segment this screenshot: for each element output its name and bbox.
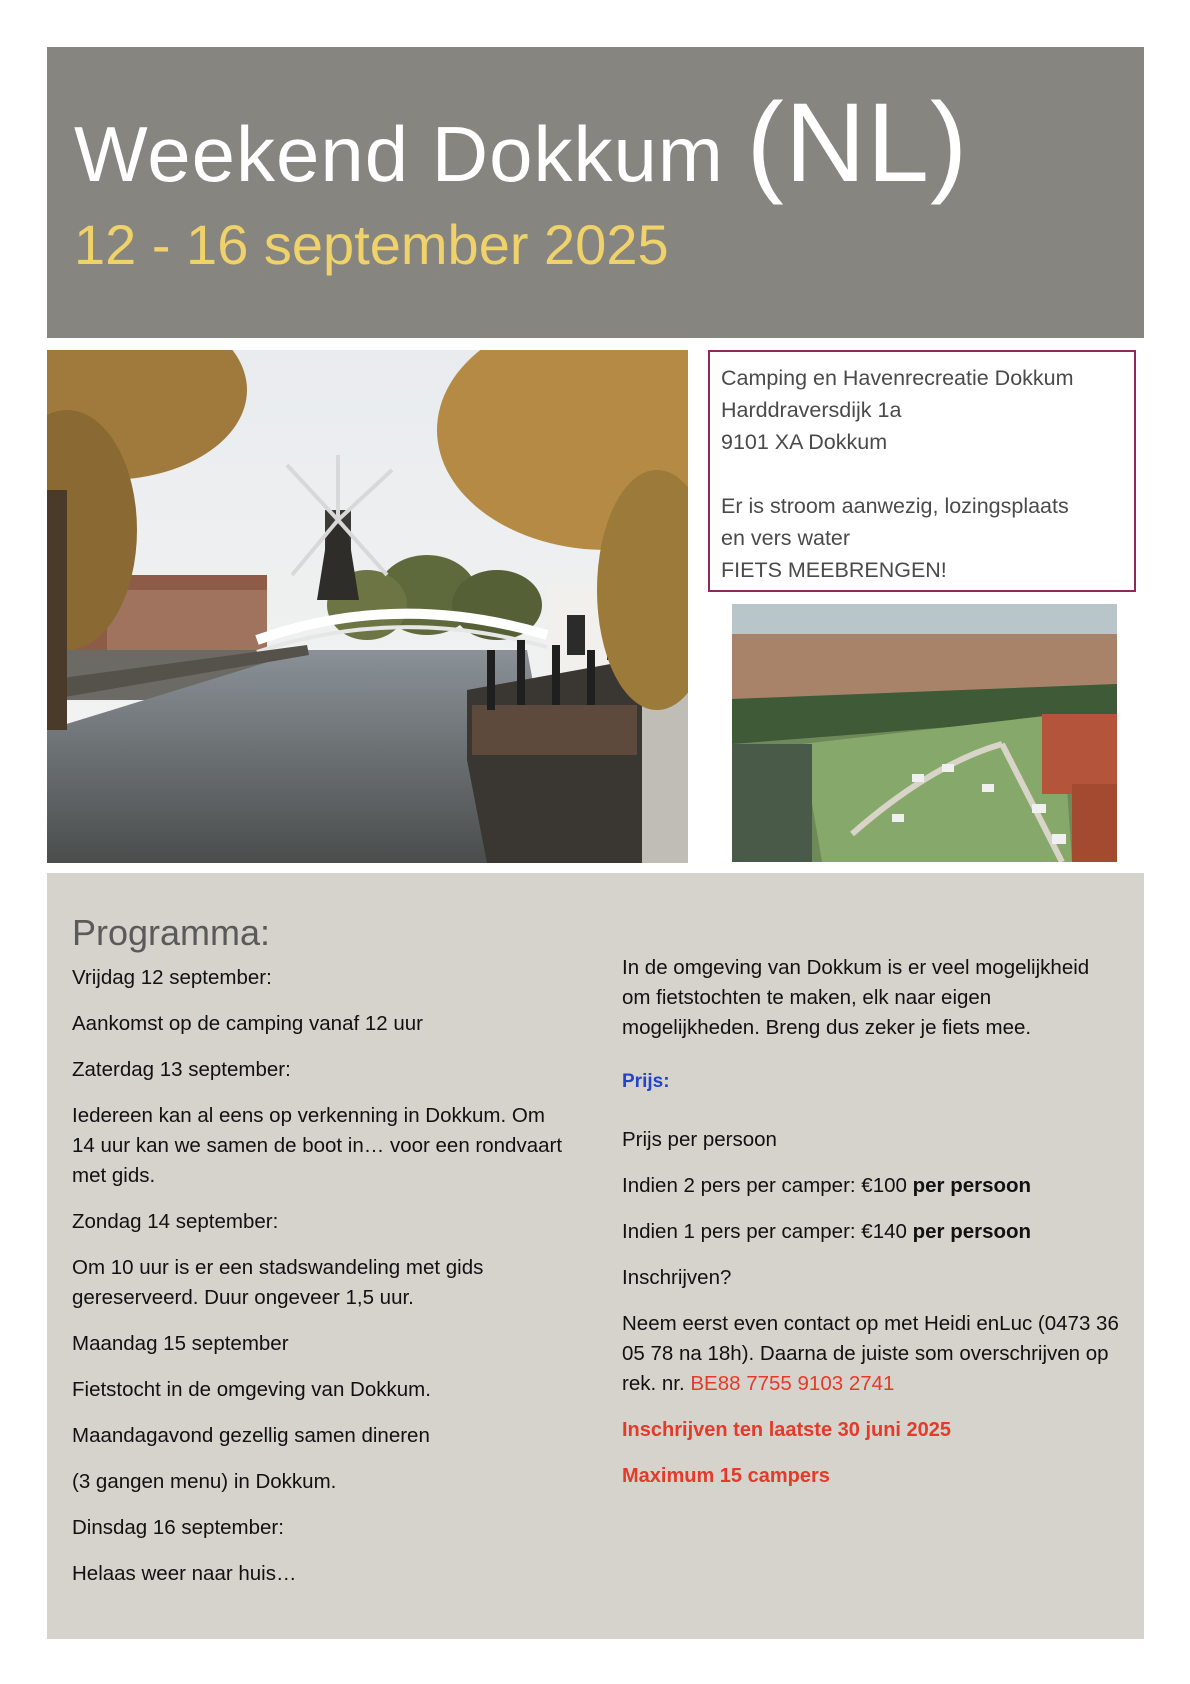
saturday-activity: Iedereen kan al eens op verkenning in Dokkum. Om 14 uur kan we samen de boot in… voor een rondvaart met gids. <box>72 1103 563 1187</box>
day-friday: Vrijdag 12 september: <box>72 965 272 989</box>
price-two-persons <box>622 1171 1122 1201</box>
registration-deadline: Inschrijven ten laatste 30 juni 2025 <box>622 1419 952 1441</box>
day-sunday: Zondag 14 september: <box>72 1209 279 1233</box>
street-address: Harddraversdijk 1a <box>721 398 902 422</box>
price-heading: Prijs: <box>622 1071 670 1092</box>
facilities-line2: en vers water <box>721 526 851 550</box>
program-section <box>47 873 1144 1639</box>
page-title <box>74 80 969 205</box>
postal-city: 9101 XA Dokkum <box>721 430 888 454</box>
contact-text: Neem eerst even contact op met Heidi enLuc (0473 36 05 78 na 18h). Daarna de juiste som overschrijven op rek. nr. <box>622 1312 1119 1395</box>
header-banner <box>47 47 1144 338</box>
program-right-column <box>622 953 1122 1507</box>
price-per-person-label: Prijs per persoon <box>622 1128 777 1151</box>
sunday-activity: Om 10 uur is er een stadswandeling met gids gereserveerd. Duur ongeveer 1,5 uur. <box>72 1255 484 1309</box>
facilities-line1: Er is stroom aanwezig, lozingsplaats <box>721 494 1069 518</box>
cycling-intro: In de omgeving van Dokkum is er veel mogelijkheid om fietstochten te maken, elk naar eigen mogelijkheden. Breng dus zeker je fiets mee. <box>622 956 1090 1039</box>
title-text: Weekend Dokkum <box>74 110 724 198</box>
event-dates: 12 - 16 september 2025 <box>74 213 669 276</box>
day-saturday: Zaterdag 13 september: <box>72 1057 291 1081</box>
tuesday-departure: Helaas weer naar huis… <box>72 1561 297 1585</box>
program-left-column <box>72 913 572 1605</box>
bring-bike-note: FIETS MEEBRENGEN! <box>721 558 947 582</box>
monday-dinner-menu: (3 gangen menu) in Dokkum. <box>72 1469 337 1493</box>
camping-name: Camping en Havenrecreatie Dokkum <box>721 366 1074 390</box>
per-person-bold: per persoon <box>912 1174 1032 1197</box>
address-box <box>708 350 1136 592</box>
contact-info <box>622 1309 1122 1399</box>
program-title: Programma: <box>72 912 271 953</box>
camping-aerial-photo <box>732 604 1117 862</box>
register-question: Inschrijven? <box>622 1266 732 1289</box>
monday-dinner: Maandagavond gezellig samen dineren <box>72 1423 430 1447</box>
price-one-person <box>622 1217 1122 1247</box>
maximum-campers: Maximum 15 campers <box>622 1465 830 1487</box>
friday-arrival: Aankomst op de camping vanaf 12 uur <box>72 1011 423 1035</box>
price-one-text: Indien 1 pers per camper: €140 <box>622 1220 907 1243</box>
day-tuesday: Dinsdag 16 september: <box>72 1515 284 1539</box>
monday-activity: Fietstocht in de omgeving van Dokkum. <box>72 1377 431 1401</box>
day-monday: Maandag 15 september <box>72 1331 289 1355</box>
price-two-text: Indien 2 pers per camper: €100 <box>622 1174 907 1197</box>
dokkum-canal-photo <box>47 350 688 863</box>
per-person-bold: per persoon <box>912 1220 1032 1243</box>
title-country: (NL) <box>746 80 969 205</box>
bank-account: BE88 7755 9103 2741 <box>690 1372 895 1395</box>
